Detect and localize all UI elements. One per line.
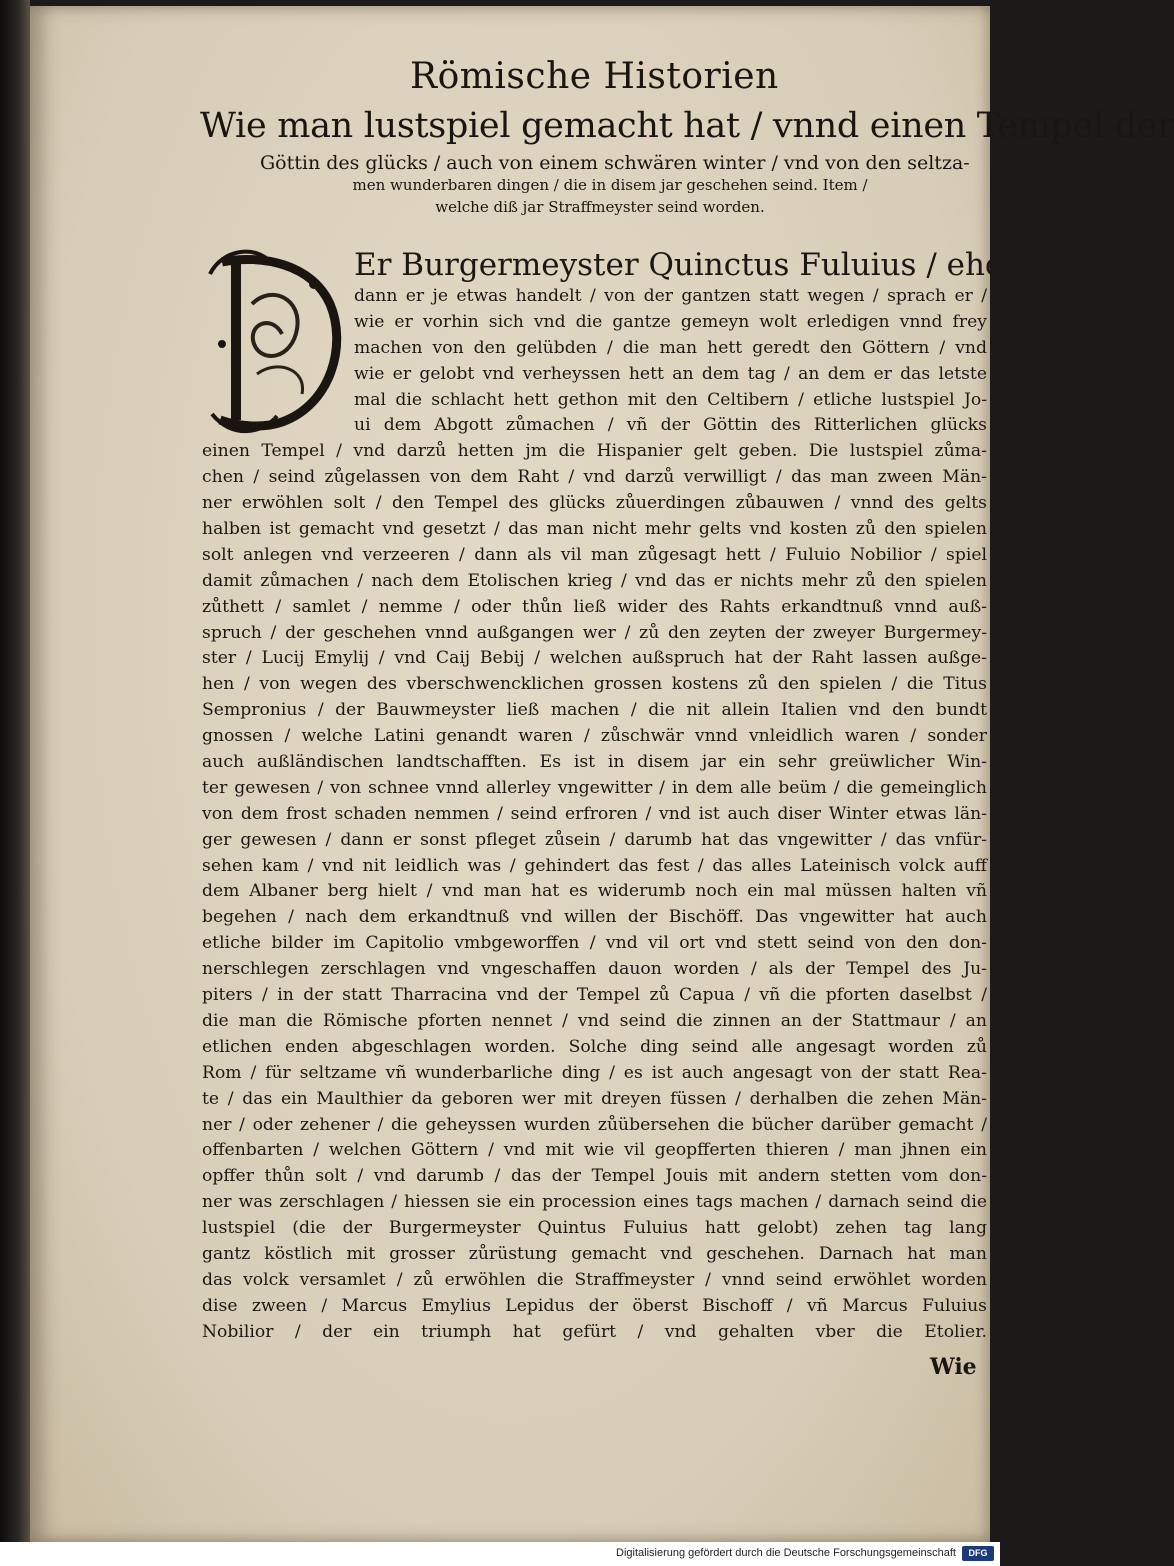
viewer-left-edge <box>0 0 30 1542</box>
body-line: einen Tempel / vnd darzů hetten jm die Hispanier gelt geben. Die lustspiel zůma- <box>202 441 987 462</box>
body-line: das volck versamlet / zů erwöhlen die Straffmeyster / vnnd seind erwöhlet worden <box>202 1269 987 1290</box>
body-line: Nobilior / der ein triumph hat gefürt / vnd gehalten vber die Etolier. <box>202 1321 987 1342</box>
chapter-heading: Wie man lustspiel gemacht hat / vnnd einen Tempel der <box>200 106 1174 146</box>
body-line: ster / Lucij Emylij / vnd Caij Bebij / welchen außspruch hat der Raht lassen außge- <box>202 648 987 669</box>
body-line: zůthett / samlet / nemme / oder thůn ließ wider des Rahts erkandtnuß vnnd auß- <box>202 596 987 617</box>
body-line: gnossen / welche Latini genandt waren / zůschwär vnnd vnleidlich waren / sonder <box>202 726 987 747</box>
body-line: Sempronius / der Bauwmeyster ließ machen / die nit allein Italien vnd den bundt <box>202 700 987 721</box>
body-line: begehen / nach dem erkandtnuß vnd willen der Bischöff. Das vngewitter hat auch <box>202 907 987 928</box>
body-line: ter gewesen / von schnee vnnd allerley vngewitter / in dem alle beüm / die gemeinglich <box>202 777 987 798</box>
body-line: ner erwöhlen solt / den Tempel des glücks zůuerdingen zůbauwen / vnnd des gelts <box>202 493 987 514</box>
body-line: chen / seind zůgelassen von dem Raht / vnd darzů verwilligt / das man zween Män- <box>202 467 987 488</box>
viewer-footer <box>0 1542 1000 1566</box>
body-line <box>202 1346 987 1372</box>
catchword: Wie <box>930 1354 977 1380</box>
body-line: te / das ein Maulthier da geboren wer mit dreyen füssen / derhalben die zehen Män- <box>202 1088 987 1109</box>
body-line: damit zůmachen / nach dem Etolischen krieg / vnd das er nichts mehr zů den spielen <box>202 570 987 591</box>
body-line: halben ist gemacht vnd gesetzt / das man nicht mehr gelts vnd kosten zů den spielen <box>202 519 987 540</box>
chapter-summary-line: Göttin des glücks / auch von einem schwären winter / vnd von den seltza- <box>260 152 970 174</box>
body-line: hen / von wegen des vberschwencklichen grossen kostens zů den spielen / die Titus <box>202 674 987 695</box>
body-line: piters / in der statt Tharracina vnd der Tempel zů Capua / vñ die pforten daselbst / <box>202 985 987 1006</box>
running-title: Römische Historien <box>410 56 779 97</box>
dfg-logo: DFG <box>962 1546 994 1561</box>
chapter-summary-line: men wunderbaren dingen / die in disem jar geschehen seind. Item / <box>352 176 868 194</box>
body-line: lustspiel (die der Burgermeyster Quintus Fuluius hatt gelobt) zehen tag lang <box>202 1218 987 1239</box>
body-line: offenbarten / welchen Göttern / vnd mit wie vil geopfferten thieren / man jhnen ein <box>202 1140 987 1161</box>
body-line: ner / oder zehener / die geheyssen wurden zůübersehen die bücher darüber gemacht / <box>202 1114 987 1135</box>
body-line: etlichen enden abgeschlagen worden. Solche ding seind alle angesagt worden zů <box>202 1036 987 1057</box>
funding-credit: Digitalisierung gefördert durch die Deutsche Forschungsgemeinschaft <box>616 1547 956 1559</box>
body-line: nerschlegen zerschlagen vnd vngeschaffen dauon worden / als der Tempel des Ju- <box>202 959 987 980</box>
body-line: opffer thůn solt / vnd darumb / das der Tempel Jouis mit andern stetten vom don- <box>202 1166 987 1187</box>
book-page <box>30 6 1174 1542</box>
body-line: von dem frost schaden nemmen / seind erfroren / vnd ist auch diser Winter etwas län- <box>202 803 987 824</box>
body-line: auch außländischen landtschafften. Es ist in disem jar ein sehr greüwlicher Win- <box>202 752 987 773</box>
body-line: solt anlegen vnd verzeeren / dann als vil man zůgesagt hett / Fuluio Nobilior / spiel <box>202 544 987 565</box>
body-line: etliche bilder im Capitolio vmbgeworffen / vnd vil ort vnd stett seind von den don- <box>202 933 987 954</box>
body-line: ui dem Abgott zůmachen / vñ der Göttin des Ritterlichen glücks <box>354 415 987 436</box>
body-line: ger gewesen / dann er sonst pfleget zůsein / darumb hat das vngewitter / das vnfür- <box>202 829 987 850</box>
body-line: gantz köstlich mit grosser zůrüstung gemacht vnd geschehen. Darnach hat man <box>202 1243 987 1264</box>
body-line: dise zween / Marcus Emylius Lepidus der öberst Bischoff / vñ Marcus Fuluius <box>202 1295 987 1316</box>
body-line: sehen kam / vnd nit leidlich was / gehindert das fest / das alles Lateinisch volck auff <box>202 855 987 876</box>
body-line: spruch / der geschehen vnnd außgangen wer / zů den zeyten der zweyer Burgermey- <box>202 622 987 643</box>
initial-letter-glyph: D <box>102 144 103 145</box>
body-line: mal die schlacht hett gethon mit den Celtibern / etliche lustspiel Jo- <box>354 389 987 410</box>
body-line: Er Burgermeyster Quinctus Fuluius / ehe <box>354 247 1004 283</box>
body-line: wie er vorhin sich vnd die gantze gemeyn wolt erledigen vnnd frey <box>354 311 987 332</box>
body-line: die man die Römische pforten nennet / vnd seind die zinnen an der Stattmaur / an <box>202 1010 987 1031</box>
body-line: wie er gelobt vnd verheyssen hett an dem tag / an dem er das letste <box>354 363 987 384</box>
chapter-summary-line: welche diß jar Straffmeyster seind worden. <box>435 198 765 216</box>
body-line: dem Albaner berg hielt / vnd man hat es widerumb noch ein mal müssen halten vñ <box>202 881 987 902</box>
body-line: machen von den gelübden / die man hett geredt den Göttern / vnd <box>354 337 987 358</box>
body-text <box>202 246 1004 1371</box>
body-line: ner was zerschlagen / hiessen sie ein procession eines tags machen / darnach seind die <box>202 1192 987 1213</box>
body-line: dann er je etwas handelt / von der gantzen statt wegen / sprach er / <box>354 286 987 306</box>
body-line: Rom / für seltzame vñ wunderbarliche ding / es ist auch angesagt von der statt Rea- <box>202 1062 987 1083</box>
